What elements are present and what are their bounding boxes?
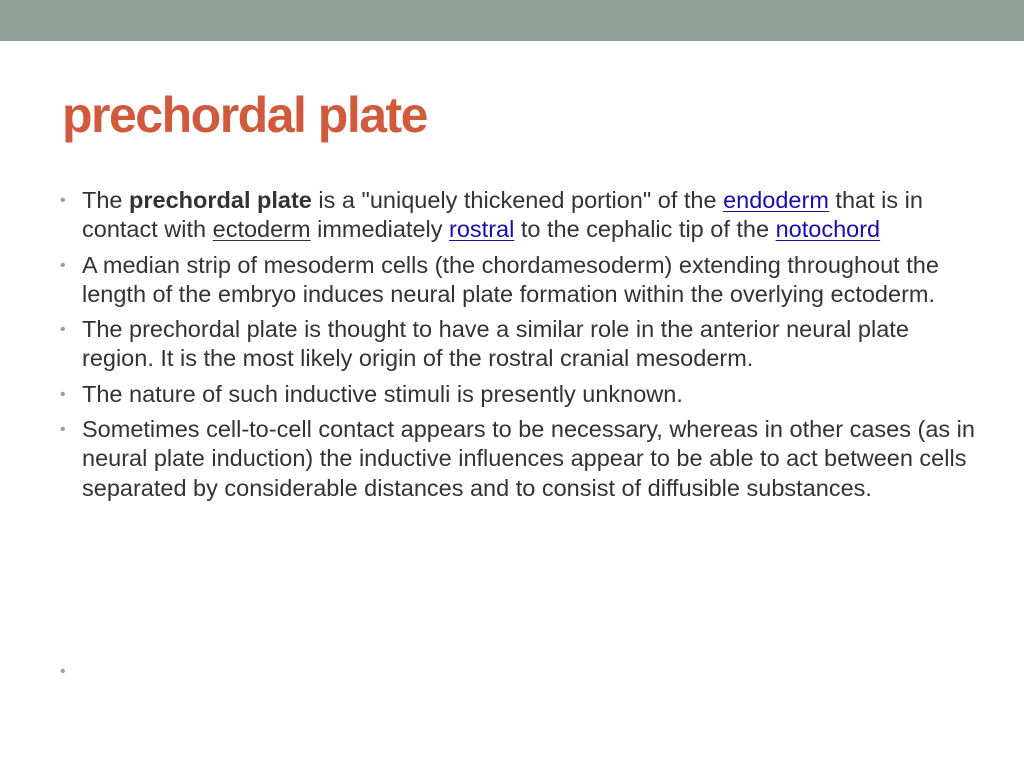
- bullet-text: The prechordal plate is thought to have a similar role in the anterior neural plate region. It is the most likely origin of the rostral cranial mesoderm.: [82, 316, 909, 372]
- bullet-text: The nature of such inductive stimuli is presently unknown.: [82, 380, 683, 407]
- ectoderm-link[interactable]: ectoderm: [212, 216, 311, 243]
- bullet-text: A median strip of mesoderm cells (the chordamesoderm) extending throughout the length of the embryo induces neural plate formation within the overlying ectoderm.: [82, 251, 939, 307]
- bullet-text: immediately: [310, 216, 450, 243]
- bullet-icon: •: [60, 256, 66, 274]
- bullet-icon: •: [60, 385, 66, 403]
- bullet-text: The: [82, 187, 130, 213]
- bullet-item-cell-contact: [60, 415, 977, 503]
- bullet-item-prechordal-role: [60, 315, 977, 374]
- bullet-item-inductive-stimuli: [60, 380, 977, 409]
- slide-title: prechordal plate: [62, 87, 427, 143]
- bullet-icon: •: [60, 421, 66, 439]
- bullet-item-prechordal-definition: [60, 186, 977, 245]
- bullet-text: is a "uniquely thickened portion" of the: [311, 187, 724, 213]
- bullet-text: to the cephalic tip of the: [514, 216, 776, 243]
- bullet-text: that is in contact with: [82, 187, 923, 243]
- bullet-item-chordamesoderm: [60, 251, 977, 310]
- notochord-link[interactable]: notochord: [775, 216, 881, 243]
- bullet-list: [60, 186, 977, 509]
- rostral-link[interactable]: rostral: [449, 216, 515, 243]
- bullet-text: Sometimes cell-to-cell contact appears to be necessary, whereas in other cases (as in neural plate induction) the inductive influences appear to be able to act between cells separated by considerable distances and to consist of diffusible substances.: [82, 416, 975, 501]
- bullet-icon: •: [60, 321, 66, 339]
- top-accent-band: [0, 0, 1024, 41]
- empty-bullet-icon: •: [60, 663, 66, 680]
- endoderm-link[interactable]: endoderm: [723, 187, 829, 213]
- bullet-icon: •: [60, 192, 66, 209]
- bold-term: prechordal plate: [129, 187, 312, 213]
